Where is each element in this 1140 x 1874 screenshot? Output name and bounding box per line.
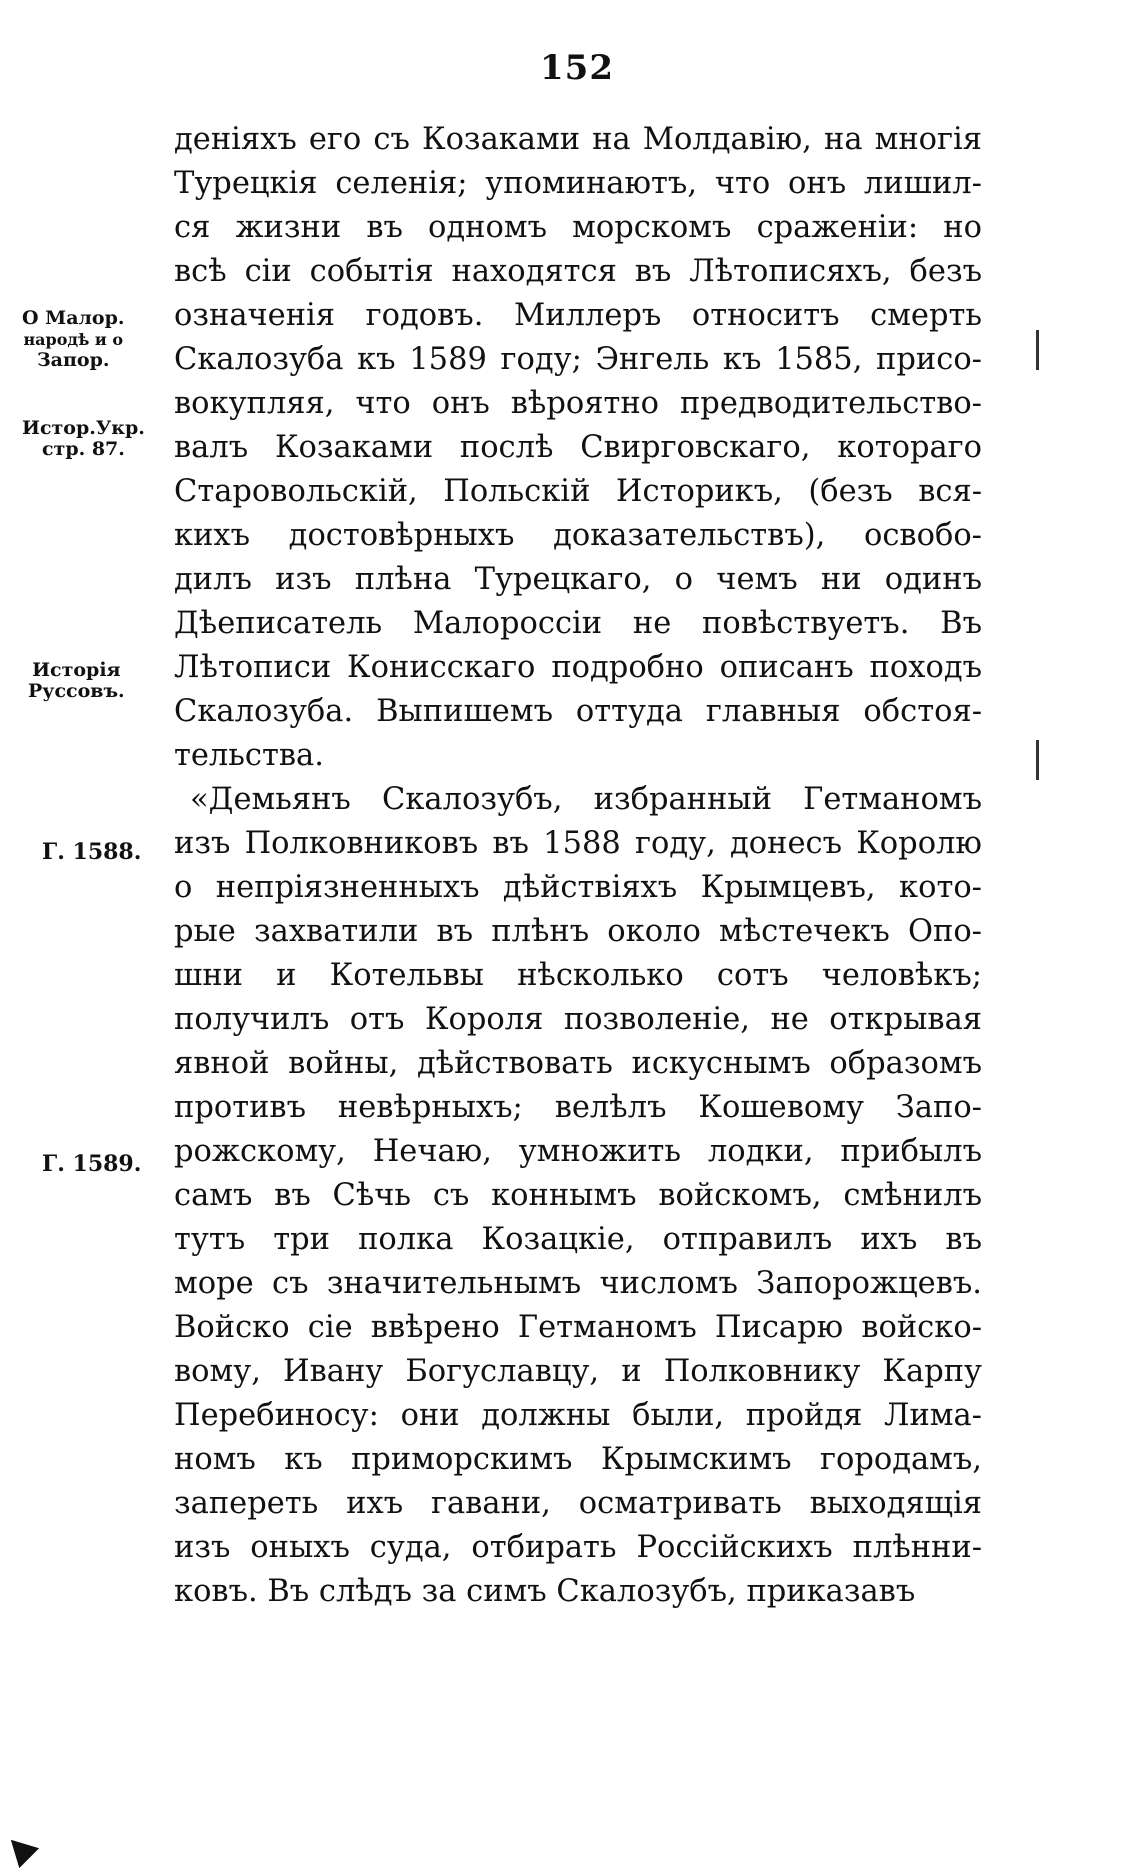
text-line: шни и Котельвы нѣсколько сотъ человѣкъ;	[174, 958, 982, 993]
text-line: Дѣеписатель Малороссіи не повѣствуетъ. Въ	[174, 606, 982, 641]
text-line: о непріязненныхъ дѣйствіяхъ Крымцевъ, кото-	[174, 870, 982, 905]
text-line: вому, Ивану Богуславцу, и Полковнику Карпу	[174, 1354, 982, 1389]
margin-note-year-1588: Г. 1588.	[42, 839, 142, 865]
margin-note-line: Истор.Укр.	[22, 417, 145, 439]
text-line: вокупляя, что онъ вѣроятно предводительство-	[174, 386, 982, 421]
margin-note-malor	[22, 308, 124, 371]
margin-note-istoriya-russov	[28, 660, 125, 702]
text-line: запереть ихъ гавани, осматривать выходящія	[174, 1486, 982, 1521]
text-line: море съ значительнымъ числомъ Запорожцевъ.	[174, 1266, 982, 1301]
scan-edge-mark	[1036, 330, 1039, 370]
text-line: явной войны, дѣйствовать искуснымъ образомъ	[174, 1046, 982, 1081]
scan-edge-mark	[1036, 740, 1039, 780]
margin-note-line: стр. 87.	[41, 438, 125, 460]
text-line: тельства.	[174, 738, 324, 773]
text-line: изъ Полковниковъ въ 1588 году, донесъ Королю	[174, 826, 982, 861]
text-line: ся жизни въ одномъ морскомъ сраженіи: но	[174, 210, 982, 245]
text-line: дилъ изъ плѣна Турецкаго, о чемъ ни одинъ	[174, 562, 982, 597]
page-number: 152	[540, 48, 614, 88]
text-line: рые захватили въ плѣнъ около мѣстечекъ Опо-	[174, 914, 982, 949]
margin-note-istor-ukr	[22, 418, 145, 460]
margin-note-line: народѣ и о	[23, 330, 123, 349]
margin-note-line: О Малор.	[22, 307, 125, 329]
text-line: деніяхъ его съ Козаками на Молдавію, на многія	[174, 122, 982, 157]
text-line: Лѣтописи Конисскаго подробно описанъ походъ	[174, 650, 982, 685]
text-line: «Демьянъ Скалозубъ, избранный Гетманомъ	[190, 782, 982, 817]
text-line: рожскому, Нечаю, умножить лодки, прибылъ	[174, 1134, 982, 1169]
text-line: Старовольскій, Польскій Историкъ, (безъ вся-	[174, 474, 982, 509]
text-line: Войско сіе ввѣрено Гетманомъ Писарю войско-	[174, 1310, 982, 1345]
margin-note-line: Руссовъ.	[28, 680, 125, 702]
text-line: всѣ сіи событія находятся въ Лѣтописяхъ, безъ	[174, 254, 982, 289]
text-line: получилъ отъ Короля позволеніе, не открывая	[174, 1002, 982, 1037]
text-line: Перебиносу: они должны были, пройдя Лима-	[174, 1398, 982, 1433]
text-line: изъ оныхъ суда, отбирать Россійскихъ плѣнни-	[174, 1530, 982, 1565]
text-line: Турецкія селенія; упоминаютъ, что онъ лишил-	[174, 166, 982, 201]
text-line: тутъ три полка Козацкіе, отправилъ ихъ въ	[174, 1222, 982, 1257]
text-line: самъ въ Сѣчь съ коннымъ войскомъ, смѣнилъ	[174, 1178, 982, 1213]
text-line: кихъ достовѣрныхъ доказательствъ), освобо-	[174, 518, 982, 553]
text-line: номъ къ приморскимъ Крымскимъ городамъ,	[174, 1442, 982, 1477]
main-text	[174, 118, 982, 1614]
text-line: Скалозуба къ 1589 году; Энгель къ 1585, присо-	[174, 342, 982, 377]
text-line: противъ невѣрныхъ; велѣлъ Кошевому Запо-	[174, 1090, 982, 1125]
corner-arrow-icon	[1, 1830, 39, 1868]
margin-note-line: Запор.	[36, 349, 110, 371]
text-line: Скалозуба. Выпишемъ оттуда главныя обстоя-	[174, 694, 982, 729]
margin-note-line: Исторія	[32, 659, 121, 681]
text-line: валъ Козаками послѣ Свирговскаго, котораго	[174, 430, 982, 465]
text-line: означенія годовъ. Миллеръ относитъ смерть	[174, 298, 982, 333]
margin-note-year-1589: Г. 1589.	[42, 1151, 142, 1177]
text-line: ковъ. Въ слѣдъ за симъ Скалозубъ, приказавъ	[174, 1574, 916, 1609]
